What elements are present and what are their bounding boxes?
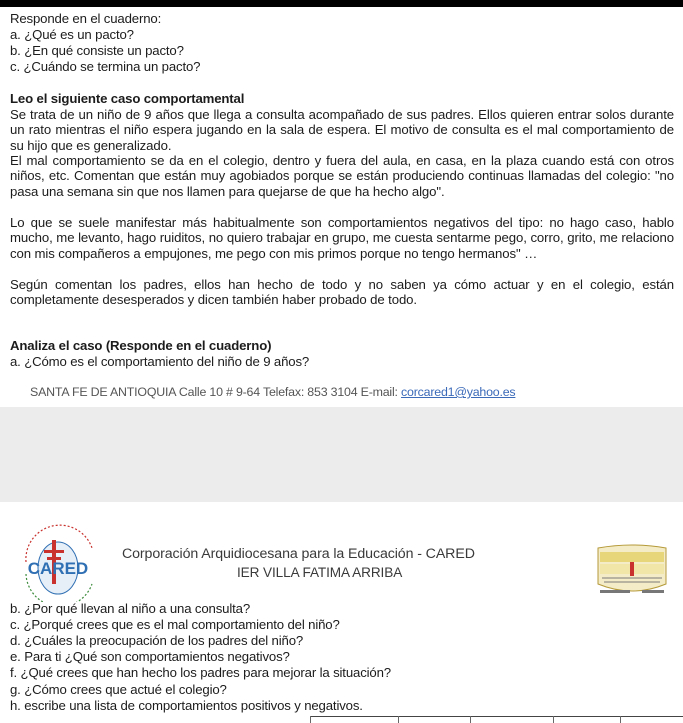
question-c: c. ¿Porqué crees que es el mal comportamiento del niño? bbox=[10, 617, 340, 632]
table-divider bbox=[310, 716, 311, 723]
table-top-border bbox=[310, 716, 683, 717]
table-divider bbox=[398, 716, 399, 723]
school-name: IER VILLA FATIMA ARRIBA bbox=[237, 565, 403, 580]
question-b: b. ¿Por qué llevan al niño a una consulta? bbox=[10, 601, 251, 616]
question-e: e. Para ti ¿Qué son comportamientos negativos? bbox=[10, 649, 290, 664]
organization-name: Corporación Arquidiocesana para la Educación - CARED bbox=[122, 546, 475, 562]
page-separator bbox=[0, 407, 683, 502]
analysis-heading: Analiza el caso (Responde en el cuaderno) bbox=[10, 338, 272, 353]
document-page-2 bbox=[0, 502, 683, 723]
case-paragraph-3: Lo que se suele manifestar más habitualmente son comportamientos negativos del tipo: no hago caso, hablo mucho, me levanto, hago ruiditos, no quiero trabajar en grupo, me cuesta sentarme pego, corro, grito, me relaciono con mis compañeros a empujones, me pego con mis primos porque no tengo hermanos" … bbox=[10, 215, 674, 261]
cared-logo-text: CARED bbox=[27, 559, 89, 578]
intro-instruction: Responde en el cuaderno: bbox=[10, 11, 162, 26]
footer-address: SANTA FE DE ANTIOQUIA Calle 10 # 9-64 Telefax: 853 3104 E-mail: bbox=[30, 385, 398, 399]
question-c: c. ¿Cuándo se termina un pacto? bbox=[10, 59, 201, 74]
document-page-1 bbox=[0, 7, 683, 407]
analysis-question-a: a. ¿Cómo es el comportamiento del niño de 9 años? bbox=[10, 354, 310, 369]
question-d: d. ¿Cuáles la preocupación de los padres del niño? bbox=[10, 633, 304, 648]
top-black-bar bbox=[0, 0, 683, 7]
table-divider bbox=[470, 716, 471, 723]
cared-logo bbox=[12, 522, 104, 602]
table-divider bbox=[553, 716, 554, 723]
question-g: g. ¿Cómo crees que actué el colegio? bbox=[10, 682, 227, 697]
table-divider bbox=[620, 716, 621, 723]
case-paragraph-2: El mal comportamiento se da en el colegio, dentro y fuera del aula, en casa, en la plaza cuando está con otros niños, etc. Comentan que están muy agobiados porque se están produciendo continuas llamadas del colegio: "no pasa una semana sin que nos llamen para quejarse de que ha hecho algo". bbox=[10, 153, 674, 199]
question-f: f. ¿Qué crees que han hecho los padres para mejorar la situación? bbox=[10, 665, 391, 680]
case-heading: Leo el siguiente caso comportamental bbox=[10, 91, 245, 106]
footer-email-link[interactable]: corcared1@yahoo.es bbox=[401, 385, 516, 399]
question-h: h. escribe una lista de comportamientos positivos y negativos. bbox=[10, 698, 363, 713]
case-paragraph-4: Según comentan los padres, ellos han hecho de todo y no saben ya cómo actuar y en el colegio, están completamente desesperados y dicen también haber probado de todo. bbox=[10, 277, 674, 308]
school-crest-icon bbox=[590, 542, 674, 602]
question-b: b. ¿En qué consiste un pacto? bbox=[10, 43, 184, 58]
question-a: a. ¿Qué es un pacto? bbox=[10, 27, 134, 42]
case-paragraph-1: Se trata de un niño de 9 años que llega a consulta acompañado de sus padres. Ellos quieren entrar solos durante un rato mientras el niño espera jugando en la sala de espera. El motivo de consulta es el mal comportamiento de su hijo que es generalizado. bbox=[10, 107, 674, 153]
footer-contact bbox=[30, 385, 515, 399]
